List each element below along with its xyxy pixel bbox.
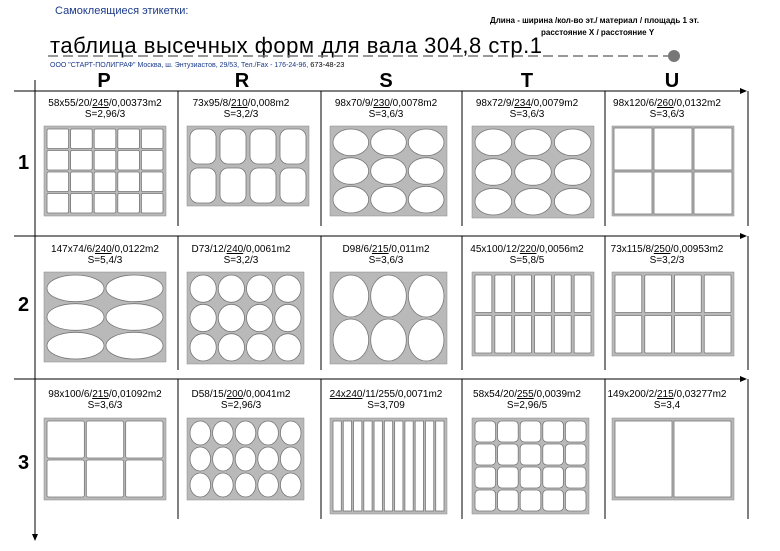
label-shape (190, 129, 216, 164)
cell-area: S=3,709 (367, 400, 405, 411)
label-shape (520, 467, 541, 488)
label-shape (47, 151, 69, 171)
label-shape (475, 275, 492, 313)
label-shape (47, 172, 69, 192)
cell-label (166, 244, 316, 266)
row-number-3: 3 (18, 452, 30, 474)
label-shape (415, 421, 423, 511)
label-shape (94, 151, 116, 171)
cell-label (311, 244, 461, 266)
label-shape (645, 275, 672, 313)
label-shape (694, 172, 732, 214)
cell-area: S=5,8/5 (509, 255, 545, 266)
cell-spec: 149x200/2/215/0,03277m2 (607, 389, 727, 400)
label-shape (141, 151, 163, 171)
label-shape (515, 159, 552, 186)
label-shape (258, 473, 279, 497)
label-shape (498, 421, 519, 442)
label-shape (515, 129, 552, 156)
cell-spec: 24x240/11/255/0,0071m2 (329, 389, 443, 400)
label-shape (554, 188, 591, 215)
label-shape (675, 275, 702, 313)
label-shape (247, 334, 273, 361)
label-shape (126, 421, 163, 458)
label-shape (190, 447, 211, 471)
label-shape (408, 158, 444, 185)
cell-spec: 58x54/20/255/0,0039m2 (473, 389, 581, 400)
label-shape (220, 168, 246, 203)
label-shape (118, 129, 140, 149)
label-shape (354, 421, 362, 511)
label-shape (280, 168, 306, 203)
column-letter-p: P (97, 70, 111, 92)
label-shape (614, 172, 652, 214)
cell-spec: 73x95/8/210/0,008m2 (192, 98, 290, 109)
cell-label (592, 98, 742, 120)
label-shape (258, 447, 279, 471)
label-shape (384, 421, 392, 511)
label-shape (250, 129, 276, 164)
label-shape (408, 129, 444, 156)
label-shape (543, 490, 564, 511)
cell-area: S=3,6/3 (509, 109, 545, 120)
label-shape (425, 421, 433, 511)
label-shape (280, 421, 301, 445)
cell-spec: 98x70/9/230/0,0078m2 (334, 98, 438, 109)
cell-label (311, 389, 461, 411)
label-shape (250, 168, 276, 203)
label-shape (543, 467, 564, 488)
cell-spec: D98/6/215/0,011m2 (342, 244, 430, 255)
label-shape (371, 186, 407, 213)
label-shape (190, 168, 216, 203)
company-phone: 673-48-23 (310, 60, 345, 69)
label-shape (675, 316, 702, 354)
column-letter-s: S (379, 70, 393, 92)
cell-label (452, 244, 602, 266)
label-shape (565, 444, 586, 465)
label-shape (47, 194, 69, 214)
label-shape (408, 275, 444, 317)
label-shape (258, 421, 279, 445)
label-shape (565, 490, 586, 511)
label-shape (475, 129, 512, 156)
label-shape (395, 421, 403, 511)
cell-spec: 73x115/8/250/0,00953m2 (610, 244, 724, 255)
label-shape (71, 194, 93, 214)
label-shape (515, 316, 532, 354)
label-shape (694, 128, 732, 170)
cell-label (166, 389, 316, 411)
label-shape (190, 304, 216, 331)
label-shape (371, 275, 407, 317)
label-shape (247, 275, 273, 302)
cell-spec: D73/12/240/0,0061m2 (191, 244, 291, 255)
label-shape (190, 275, 216, 302)
label-shape (47, 304, 104, 331)
label-shape (333, 129, 369, 156)
column-letter-t: T (520, 70, 534, 92)
label-shape (71, 129, 93, 149)
label-shape (47, 460, 84, 497)
label-shape (235, 473, 256, 497)
label-shape (475, 316, 492, 354)
label-shape (674, 421, 731, 497)
label-shape (275, 304, 301, 331)
legend-line-1: Длина - ширина /кол-во эт./ материал / площадь 1 эт. (490, 16, 699, 25)
label-shape (374, 421, 382, 511)
label-shape (218, 304, 244, 331)
label-shape (106, 275, 163, 302)
company-address: ООО "СТАРТ-ПОЛИГРАФ" Москва, ш. Энтузиастов, 29/53, Тел./Fax - 176-24-96, (50, 62, 309, 69)
label-shape (235, 447, 256, 471)
label-shape (565, 421, 586, 442)
cell-area: S=3,4 (653, 400, 681, 411)
cell-area: S=3,6/3 (87, 400, 123, 411)
label-shape (520, 421, 541, 442)
cell-area: S=3,2/3 (223, 109, 259, 120)
label-shape (543, 421, 564, 442)
label-shape (190, 334, 216, 361)
label-shape (554, 275, 571, 313)
cell-area: S=2,96/3 (84, 109, 126, 120)
cell-area: S=3,6/3 (368, 255, 404, 266)
cell-spec: 98x120/6/260/0,0132m2 (613, 98, 721, 109)
cell-spec: 147x74/6/240/0,0122m2 (51, 244, 159, 255)
label-shape (498, 467, 519, 488)
label-shape (343, 421, 351, 511)
label-shape (106, 304, 163, 331)
label-shape (333, 158, 369, 185)
label-shape (333, 421, 341, 511)
label-shape (515, 275, 532, 313)
label-shape (554, 316, 571, 354)
label-shape (141, 172, 163, 192)
cell-area: S=3,2/3 (649, 255, 685, 266)
cell-area: S=5,4/3 (87, 255, 123, 266)
label-shape (280, 447, 301, 471)
cell-spec: 98x72/9/234/0,0079m2 (475, 98, 579, 109)
cell-label (452, 389, 602, 411)
label-shape (126, 460, 163, 497)
label-shape (543, 444, 564, 465)
label-shape (47, 129, 69, 149)
label-shape (645, 316, 672, 354)
title-line-dot (668, 50, 680, 62)
label-shape (520, 490, 541, 511)
legend-line-2: расстояние X / расстояние Y (541, 28, 655, 37)
label-shape (495, 316, 512, 354)
cell-area: S=3,6/3 (649, 109, 685, 120)
label-shape (364, 421, 372, 511)
label-shape (141, 194, 163, 214)
label-shape (141, 129, 163, 149)
label-shape (213, 473, 234, 497)
label-shape (47, 275, 104, 302)
label-shape (94, 172, 116, 192)
label-shape (408, 186, 444, 213)
label-shape (190, 421, 211, 445)
label-shape (86, 421, 123, 458)
cell-label (592, 244, 742, 266)
label-shape (280, 129, 306, 164)
label-shape (118, 172, 140, 192)
label-shape (275, 334, 301, 361)
cell-area: S=2,96/5 (506, 400, 548, 411)
label-shape (71, 151, 93, 171)
label-shape (554, 159, 591, 186)
label-shape (515, 188, 552, 215)
label-shape (280, 473, 301, 497)
label-shape (333, 275, 369, 317)
label-shape (615, 275, 642, 313)
label-shape (371, 158, 407, 185)
label-shape (371, 319, 407, 361)
label-shape (47, 332, 104, 359)
cell-spec: 45x100/12/220/0,0056m2 (470, 244, 584, 255)
label-shape (190, 473, 211, 497)
label-shape (475, 421, 496, 442)
label-shape (520, 444, 541, 465)
cell-label (311, 98, 461, 120)
label-shape (565, 467, 586, 488)
label-shape (498, 490, 519, 511)
label-shape (614, 128, 652, 170)
cell-label (452, 98, 602, 120)
label-shape (475, 490, 496, 511)
label-shape (47, 421, 84, 458)
label-shape (475, 467, 496, 488)
label-shape (554, 129, 591, 156)
label-shape (475, 444, 496, 465)
column-letter-r: R (234, 70, 250, 92)
label-shape (405, 421, 413, 511)
cell-area: S=3,2/3 (223, 255, 259, 266)
cell-label (30, 244, 180, 266)
label-shape (71, 172, 93, 192)
label-shape (118, 151, 140, 171)
cell-label (30, 98, 180, 120)
page-title: таблица высечных форм для вала 304,8 стр.1 (50, 33, 543, 58)
label-shape (615, 421, 672, 497)
label-shape (213, 421, 234, 445)
cell-spec: D58/15/200/0,0041m2 (191, 389, 291, 400)
cell-label (166, 98, 316, 120)
label-shape (247, 304, 273, 331)
row-number-1: 1 (18, 152, 30, 174)
label-shape (275, 275, 301, 302)
cell-spec: 98x100/6/215/0,01092m2 (48, 389, 162, 400)
subtitle: Самоклеящиеся этикетки: (55, 5, 189, 17)
label-shape (574, 316, 591, 354)
cell-area: S=3,6/3 (368, 109, 404, 120)
column-letter-u: U (664, 70, 680, 92)
label-shape (371, 129, 407, 156)
label-shape (704, 316, 731, 354)
label-shape (218, 334, 244, 361)
label-shape (704, 275, 731, 313)
label-shape (333, 319, 369, 361)
label-shape (118, 194, 140, 214)
cell-area: S=2,96/3 (220, 400, 262, 411)
row-number-2: 2 (18, 294, 30, 316)
label-shape (408, 319, 444, 361)
label-shape (436, 421, 444, 511)
label-shape (535, 316, 552, 354)
label-shape (94, 129, 116, 149)
label-shape (475, 159, 512, 186)
label-shape (475, 188, 512, 215)
label-shape (86, 460, 123, 497)
label-shape (498, 444, 519, 465)
cell-label (30, 389, 180, 411)
label-shape (94, 194, 116, 214)
cell-label (592, 389, 742, 411)
label-shape (654, 128, 692, 170)
label-shape (220, 129, 246, 164)
label-shape (654, 172, 692, 214)
cell-spec: 58x55/20/245/0,00373m2 (48, 98, 162, 109)
label-shape (535, 275, 552, 313)
label-shape (235, 421, 256, 445)
label-shape (106, 332, 163, 359)
label-shape (574, 275, 591, 313)
label-shape (213, 447, 234, 471)
label-shape (333, 186, 369, 213)
label-shape (495, 275, 512, 313)
label-shape (615, 316, 642, 354)
label-shape (218, 275, 244, 302)
